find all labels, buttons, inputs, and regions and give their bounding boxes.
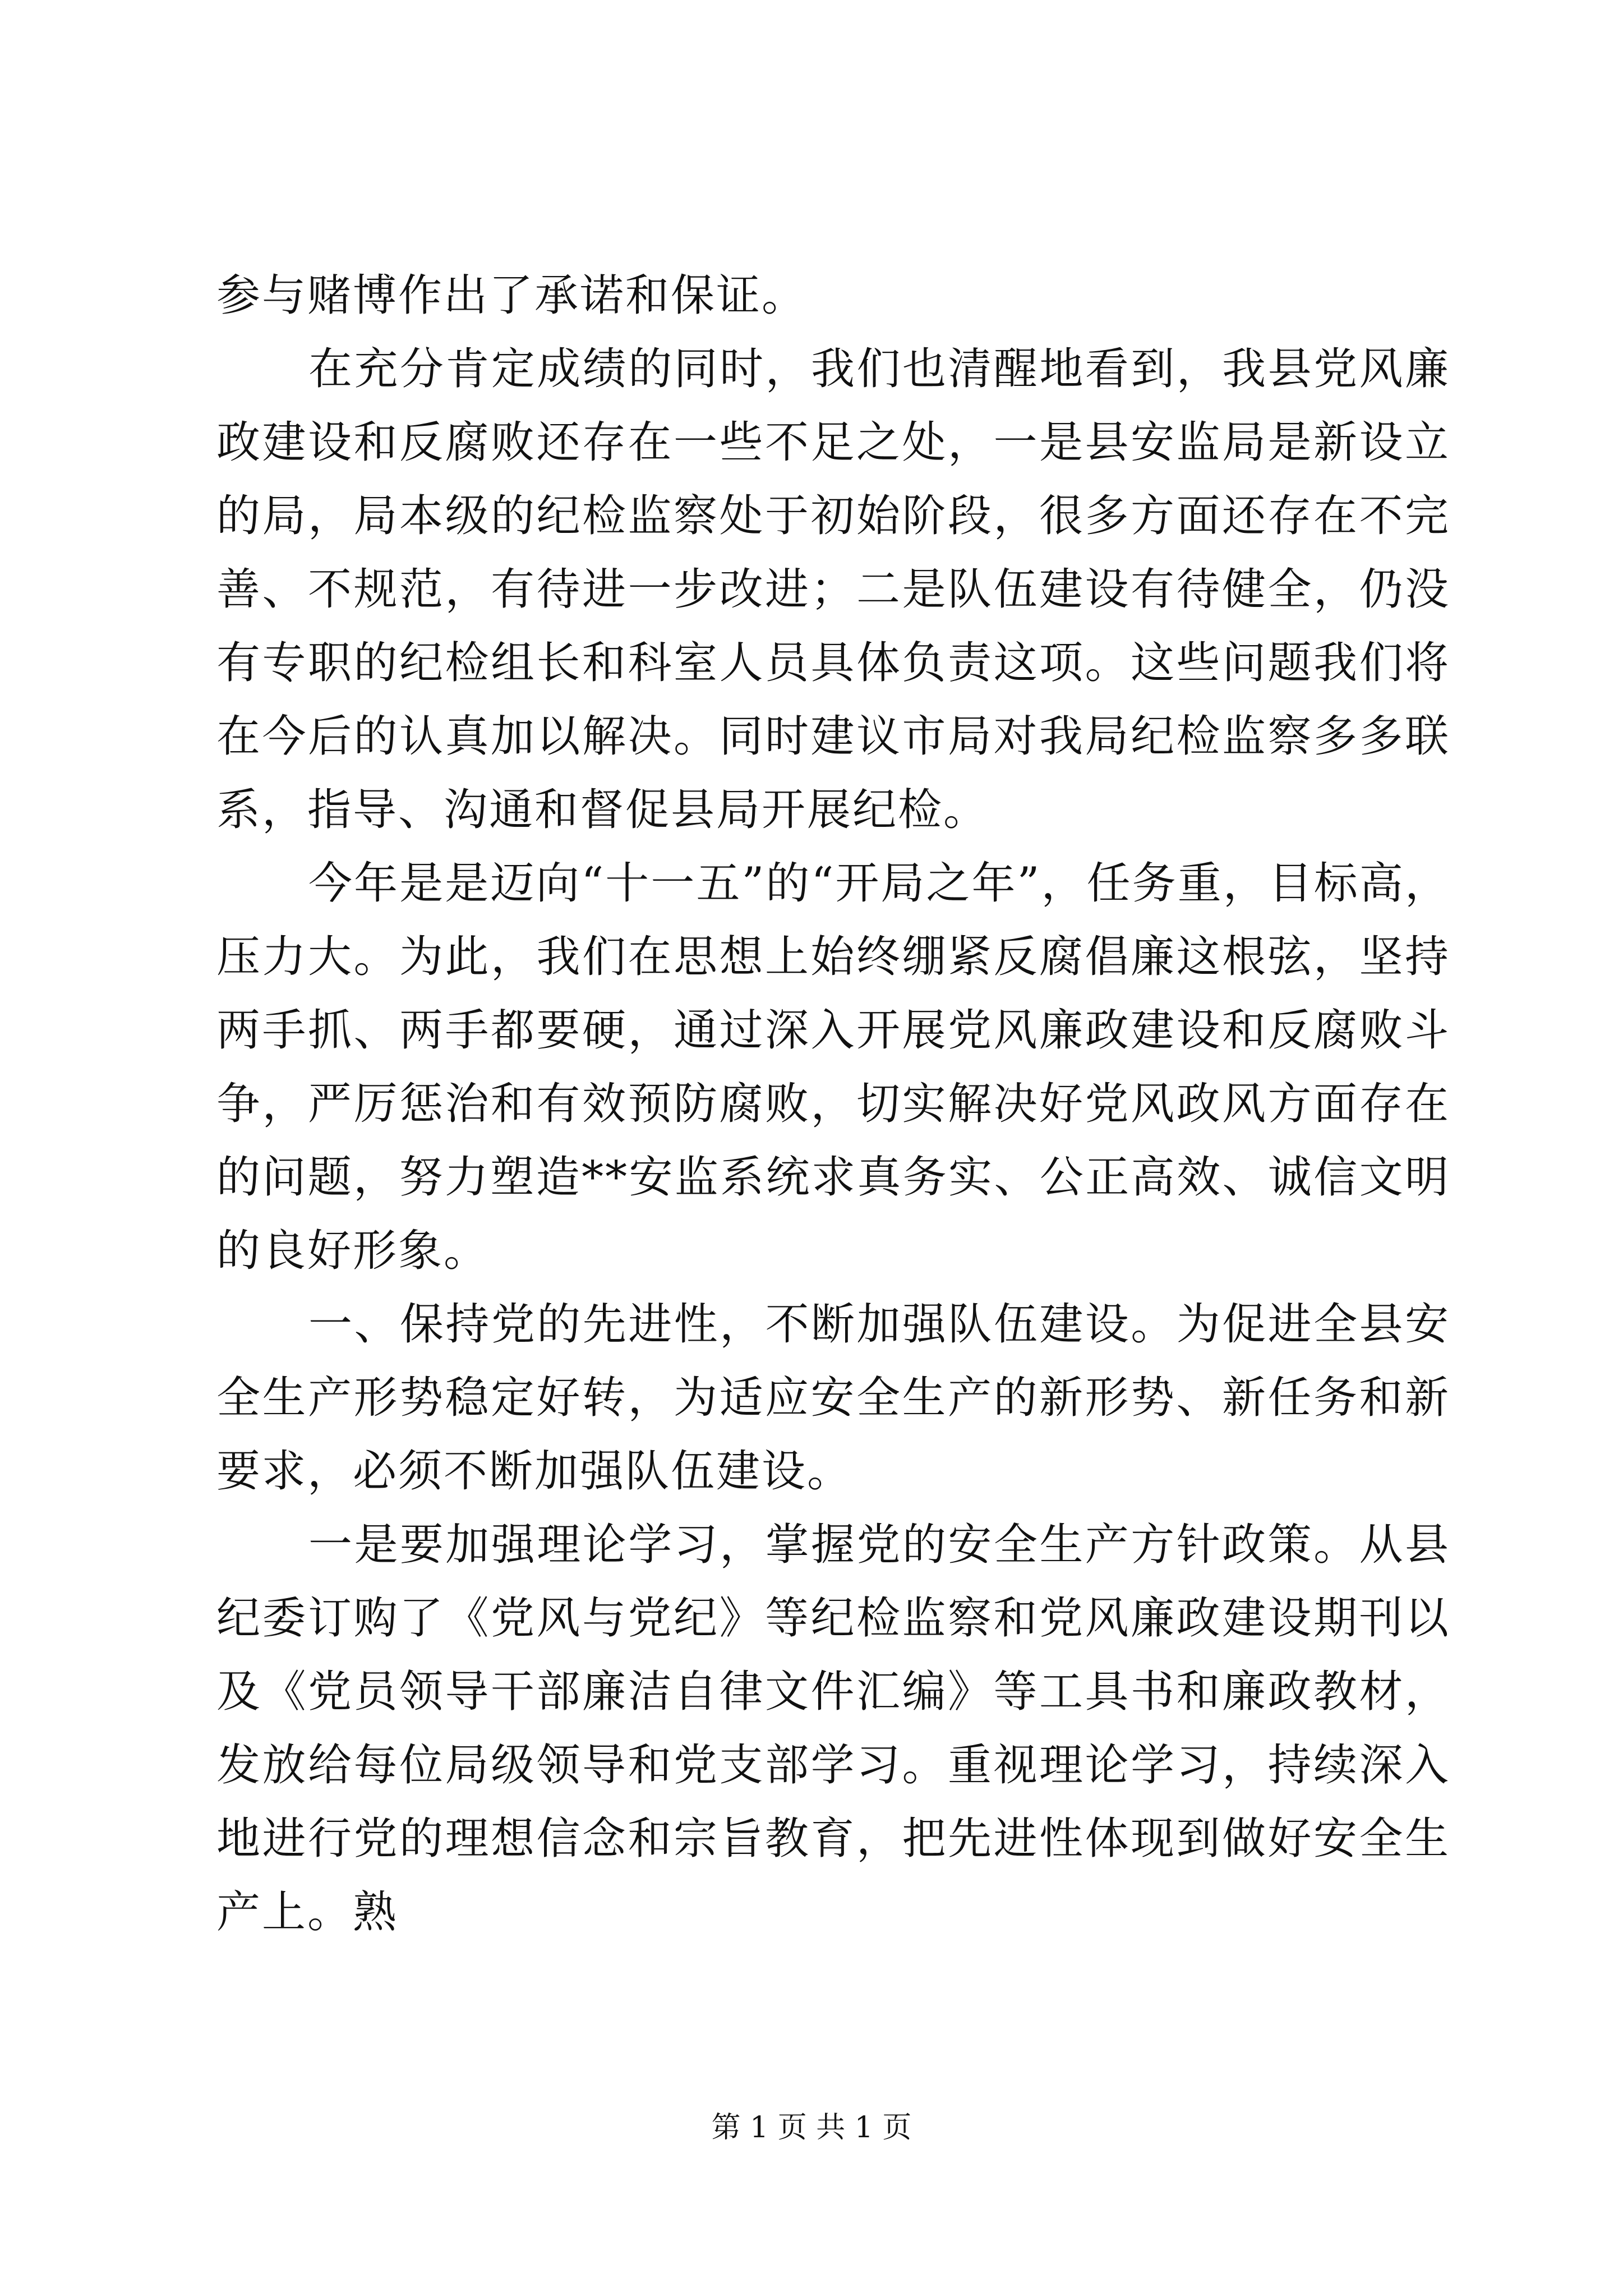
page-footer: 第 1 页 共 1 页 — [711, 2111, 912, 2145]
paragraph-year-goals: 今年是是迈向“十一五”的“开局之年”，任务重，目标高，压力大。为此，我们在思想上始终绷紧反腐倡廉这根弦，坚持两手抓、两手都要硬，通过深入开展党风廉政建设和反腐败斗争，严厉惩治和有效预防腐败，切实解决好党风政风方面存在的问题，努力塑造**安监系统求真务实、公正高效、诚信文明的良好形象。 — [216, 858, 1450, 1276]
paragraph-continuation: 参与赌博作出了承诺和保证。 — [216, 270, 808, 321]
document-body — [216, 259, 1450, 1949]
paragraph-shortcomings: 在充分肯定成绩的同时，我们也清醒地看到，我县党风廉政建设和反腐败还存在一些不足之处，一是县安监局是新设立的局，局本级的纪检监察处于初始阶段，很多方面还存在不完善、不规范，有待进一步改进；二是队伍建设有待健全，仍没有专职的纪检组长和科室人员具体负责这项。这些问题我们将在今后的认真加以解决。同时建议市局对我局纪检监察多多联系，指导、沟通和督促县局开展纪检。 — [216, 344, 1450, 835]
paragraph-section-one: 一、保持党的先进性，不断加强队伍建设。为促进全县安全生产形势稳定好转，为适应安全生产的新形势、新任务和新要求，必须不断加强队伍建设。 — [216, 1299, 1450, 1497]
paragraph-theory-study: 一是要加强理论学习，掌握党的安全生产方针政策。从县纪委订购了《党风与党纪》等纪检监察和党风廉政建设期刊以及《党员领导干部廉洁自律文件汇编》等工具书和廉政教材，发放给每位局级领导和党支部学习。重视理论学习，持续深入地进行党的理想信念和宗旨教育，把先进性体现到做好安全生产上。熟 — [216, 1520, 1450, 1938]
